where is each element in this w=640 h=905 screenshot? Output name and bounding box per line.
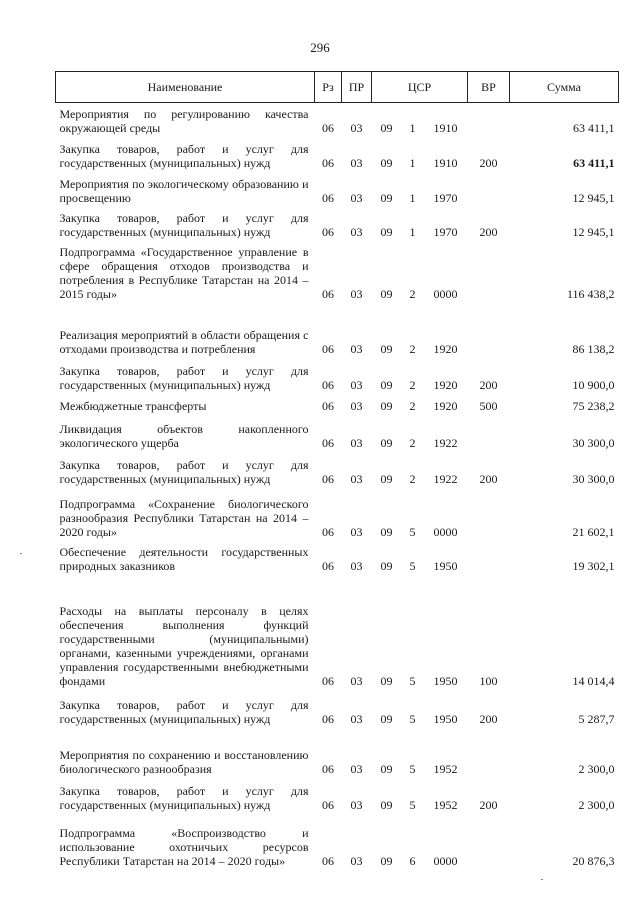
row-rz: 06 bbox=[322, 377, 334, 392]
row-csr-2: 2 bbox=[409, 435, 416, 450]
table-row bbox=[56, 542, 619, 576]
row-pr: 03 bbox=[350, 286, 363, 301]
row-name: Реализация мероприятий в области обращения с отходами производства и потребления bbox=[59, 327, 309, 356]
row-name: Подпрограмма «Воспроизводство и использование охотничьих ресурсов Республики Татарстан на 2014 – 2020 годы» bbox=[59, 825, 309, 868]
table-row bbox=[56, 815, 619, 871]
header-vr: ВР bbox=[468, 72, 510, 103]
row-csr-1: 09 bbox=[380, 711, 393, 726]
row-pr: 03 bbox=[350, 190, 363, 205]
row-csr-1: 09 bbox=[380, 524, 393, 539]
row-sum: 5 287,7 bbox=[578, 711, 615, 726]
row-name: Закупка товаров, работ и услуг для государственных (муниципальных) нужд bbox=[59, 141, 309, 170]
row-csr-3: 1920 bbox=[433, 377, 458, 392]
scan-speck bbox=[541, 879, 543, 880]
scan-speck bbox=[20, 553, 22, 554]
header-sum: Сумма bbox=[510, 72, 619, 103]
row-csr-3: 1922 bbox=[433, 471, 458, 486]
row-csr-1: 09 bbox=[380, 190, 393, 205]
row-pr: 03 bbox=[350, 120, 363, 135]
row-sum: 10 900,0 bbox=[572, 377, 615, 392]
row-vr: 200 bbox=[479, 797, 498, 812]
row-sum: 12 945,1 bbox=[572, 190, 615, 205]
row-sum: 63 411,1 bbox=[572, 120, 615, 135]
row-pr: 03 bbox=[350, 155, 363, 170]
table-row bbox=[56, 691, 619, 729]
row-csr-3: 0000 bbox=[433, 286, 458, 301]
row-sum: 63 411,1 bbox=[573, 155, 615, 170]
row-pr: 03 bbox=[350, 341, 363, 356]
row-name: Подпрограмма «Государственное управление в сфере обращения отходов производства и потребления в Республике Татарстан на 2014 – 2015 годы» bbox=[59, 244, 309, 301]
table-row bbox=[56, 173, 619, 208]
row-sum: 30 300,0 bbox=[572, 435, 615, 450]
row-csr-1: 09 bbox=[380, 673, 393, 688]
row-rz: 06 bbox=[322, 471, 334, 486]
row-csr-2: 5 bbox=[409, 673, 416, 688]
table-row bbox=[56, 208, 619, 242]
row-csr-2: 6 bbox=[409, 853, 416, 868]
row-name: Мероприятия по сохранению и восстановлению биологического разнообразия bbox=[59, 747, 309, 776]
row-csr-2: 1 bbox=[409, 190, 416, 205]
row-csr-2: 5 bbox=[409, 797, 416, 812]
row-csr-3: 1910 bbox=[433, 120, 458, 135]
row-csr-3: 1970 bbox=[433, 224, 458, 239]
table-row bbox=[56, 359, 619, 395]
table-row bbox=[56, 138, 619, 173]
row-csr-1: 09 bbox=[380, 341, 393, 356]
row-vr bbox=[468, 489, 510, 542]
row-pr: 03 bbox=[350, 711, 363, 726]
table-row bbox=[56, 416, 619, 453]
row-rz: 06 bbox=[322, 761, 334, 776]
row-sum: 2 300,0 bbox=[578, 761, 615, 776]
row-name: Подпрограмма «Сохранение биологического разнообразия Республики Татарстан на 2014 – 2020 годы» bbox=[59, 496, 309, 539]
row-rz: 06 bbox=[322, 341, 334, 356]
row-name: Межбюджетные трансферты bbox=[59, 398, 207, 413]
row-csr-1: 09 bbox=[380, 224, 393, 239]
row-csr-1: 09 bbox=[380, 120, 393, 135]
row-vr: 100 bbox=[479, 673, 498, 688]
row-csr-1: 09 bbox=[380, 435, 393, 450]
row-vr bbox=[468, 729, 510, 779]
row-csr-3: 1950 bbox=[433, 558, 458, 573]
row-pr: 03 bbox=[350, 398, 363, 413]
row-csr-1: 09 bbox=[380, 377, 393, 392]
row-name: Закупка товаров, работ и услуг для государственных (муниципальных) нужд bbox=[59, 457, 309, 486]
row-sum: 86 138,2 bbox=[572, 341, 615, 356]
table-row bbox=[56, 395, 619, 416]
row-vr bbox=[468, 304, 510, 359]
table-row bbox=[56, 453, 619, 489]
row-sum: 12 945,1 bbox=[572, 224, 615, 239]
row-sum: 19 302,1 bbox=[572, 558, 615, 573]
row-csr-3: 1950 bbox=[433, 711, 458, 726]
row-name: Закупка товаров, работ и услуг для государственных (муниципальных) нужд bbox=[59, 363, 309, 392]
row-pr: 03 bbox=[350, 558, 363, 573]
row-csr-2: 5 bbox=[409, 761, 416, 776]
row-csr-2: 2 bbox=[409, 286, 416, 301]
row-csr-1: 09 bbox=[380, 797, 393, 812]
row-csr-1: 09 bbox=[380, 471, 393, 486]
row-name: Расходы на выплаты персоналу в целях обеспечения выполнения функций государственными (муниципальными) органами, казенными учреждениями, органами управления государственными внебюджетными фондами bbox=[59, 603, 309, 688]
row-rz: 06 bbox=[322, 435, 334, 450]
row-csr-3: 1950 bbox=[433, 673, 458, 688]
row-vr: 200 bbox=[479, 224, 498, 239]
table-row bbox=[56, 576, 619, 691]
row-rz: 06 bbox=[322, 286, 334, 301]
row-pr: 03 bbox=[350, 761, 363, 776]
row-csr-3: 0000 bbox=[433, 524, 458, 539]
row-csr-3: 0000 bbox=[433, 853, 458, 868]
row-name: Мероприятия по экологическому образованию и просвещению bbox=[59, 176, 309, 205]
row-name: Мероприятия по регулированию качества окружающей среды bbox=[59, 106, 309, 135]
row-vr: 200 bbox=[479, 377, 498, 392]
row-csr-3: 1970 bbox=[433, 190, 458, 205]
row-vr: 200 bbox=[479, 155, 498, 170]
row-pr: 03 bbox=[350, 797, 363, 812]
row-rz: 06 bbox=[322, 155, 334, 170]
row-csr-1: 09 bbox=[380, 558, 393, 573]
row-pr: 03 bbox=[350, 471, 363, 486]
row-csr-1: 09 bbox=[380, 853, 393, 868]
table-row bbox=[56, 242, 619, 304]
row-name: Закупка товаров, работ и услуг для государственных (муниципальных) нужд bbox=[59, 210, 309, 239]
row-vr bbox=[468, 416, 510, 453]
row-csr-3: 1910 bbox=[433, 155, 458, 170]
budget-table bbox=[55, 71, 619, 871]
table-row bbox=[56, 103, 619, 138]
row-vr: 500 bbox=[479, 398, 498, 413]
row-csr-2: 1 bbox=[409, 155, 416, 170]
row-csr-2: 5 bbox=[409, 524, 416, 539]
row-rz: 06 bbox=[322, 558, 334, 573]
row-pr: 03 bbox=[350, 853, 363, 868]
row-rz: 06 bbox=[322, 524, 334, 539]
row-sum: 2 300,0 bbox=[578, 797, 615, 812]
header-pr: ПР bbox=[342, 72, 372, 103]
row-csr-3: 1920 bbox=[433, 398, 458, 413]
row-sum: 75 238,2 bbox=[572, 398, 615, 413]
row-csr-3: 1952 bbox=[433, 797, 458, 812]
row-vr bbox=[468, 173, 510, 208]
row-pr: 03 bbox=[350, 524, 363, 539]
row-name: Закупка товаров, работ и услуг для государственных (муниципальных) нужд bbox=[59, 783, 309, 812]
header-csr: ЦСР bbox=[372, 72, 468, 103]
row-vr bbox=[468, 242, 510, 304]
row-pr: 03 bbox=[350, 224, 363, 239]
header-rz: Рз bbox=[315, 72, 342, 103]
table-row bbox=[56, 779, 619, 815]
row-csr-1: 09 bbox=[380, 398, 393, 413]
row-sum: 20 876,3 bbox=[572, 853, 615, 868]
row-vr bbox=[468, 815, 510, 871]
table-body bbox=[56, 103, 619, 871]
row-csr-3: 1922 bbox=[433, 435, 458, 450]
row-rz: 06 bbox=[322, 120, 334, 135]
row-sum: 116 438,2 bbox=[566, 286, 615, 301]
row-vr: 200 bbox=[479, 471, 498, 486]
row-vr bbox=[468, 542, 510, 576]
row-csr-2: 1 bbox=[409, 120, 416, 135]
row-pr: 03 bbox=[350, 435, 363, 450]
row-rz: 06 bbox=[322, 398, 334, 413]
row-csr-2: 1 bbox=[409, 224, 416, 239]
row-rz: 06 bbox=[322, 673, 334, 688]
row-rz: 06 bbox=[322, 711, 334, 726]
row-vr bbox=[468, 103, 510, 138]
table-header-row bbox=[56, 72, 619, 103]
row-name: Обеспечение деятельности государственных природных заказников bbox=[59, 544, 309, 573]
row-csr-2: 2 bbox=[409, 471, 416, 486]
table-row bbox=[56, 729, 619, 779]
row-rz: 06 bbox=[322, 224, 334, 239]
row-rz: 06 bbox=[322, 797, 334, 812]
row-csr-3: 1920 bbox=[433, 341, 458, 356]
row-vr: 200 bbox=[479, 711, 498, 726]
row-sum: 30 300,0 bbox=[572, 471, 615, 486]
row-name: Ликвидация объектов накопленного экологического ущерба bbox=[59, 421, 309, 450]
row-name: Закупка товаров, работ и услуг для государственных (муниципальных) нужд bbox=[59, 697, 309, 726]
row-csr-1: 09 bbox=[380, 155, 393, 170]
row-csr-2: 5 bbox=[409, 711, 416, 726]
table-row bbox=[56, 489, 619, 542]
table-row bbox=[56, 304, 619, 359]
row-sum: 21 602,1 bbox=[572, 524, 615, 539]
row-csr-2: 2 bbox=[409, 341, 416, 356]
row-csr-1: 09 bbox=[380, 286, 393, 301]
row-pr: 03 bbox=[350, 673, 363, 688]
row-csr-2: 2 bbox=[409, 398, 416, 413]
header-name: Наименование bbox=[56, 72, 315, 103]
row-csr-3: 1952 bbox=[433, 761, 458, 776]
page-number: 296 bbox=[310, 40, 330, 55]
row-csr-1: 09 bbox=[380, 761, 393, 776]
row-rz: 06 bbox=[322, 190, 334, 205]
row-pr: 03 bbox=[350, 377, 363, 392]
row-sum: 14 014,4 bbox=[572, 673, 615, 688]
row-csr-2: 2 bbox=[409, 377, 416, 392]
row-csr-2: 5 bbox=[409, 558, 416, 573]
row-rz: 06 bbox=[322, 853, 334, 868]
